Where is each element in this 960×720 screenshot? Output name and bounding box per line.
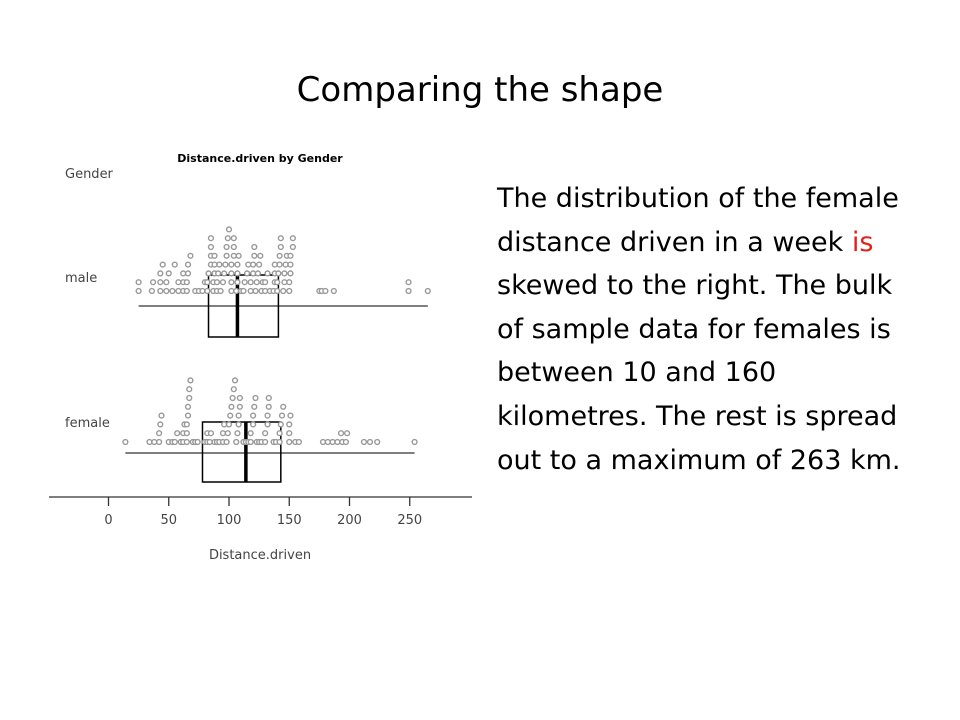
data-dot [181,271,186,276]
data-dot [235,431,240,436]
data-dot [186,413,191,418]
paragraph-text-before: The distribution of the female distance driven in a week [497,183,899,258]
data-dot [281,289,286,294]
group-label-male: male [65,271,98,286]
data-dot [230,396,235,401]
paragraph-text-after: skewed to the right. The bulk of sample data for females is between 10 and 160 kilometres. The rest is spread out to a maximum of 263 km. [497,270,901,476]
x-tick-label: 200 [337,513,362,528]
data-dot [186,271,191,276]
data-dot [275,280,280,285]
data-dot [224,440,229,445]
data-dot [216,271,221,276]
x-axis-label: Distance.driven [208,548,312,563]
data-dot [235,280,240,285]
data-dot [166,271,171,276]
data-dot [157,440,162,445]
data-dot [221,280,226,285]
data-dot [176,280,181,285]
data-dot [221,431,226,436]
data-dot [256,271,261,276]
data-dot [222,422,227,427]
data-dot [283,262,288,267]
data-dot [252,245,257,250]
data-dot [224,245,229,250]
data-dot [282,271,287,276]
data-dot [223,262,228,267]
data-dot [265,422,270,427]
data-dot [258,253,263,258]
data-dot [277,253,282,258]
chart-marks [49,227,472,528]
data-dot [406,289,411,294]
data-dot [323,289,328,294]
data-dot [368,440,373,445]
data-dot [218,289,223,294]
data-dot [157,431,162,436]
data-dot [237,404,242,409]
data-dot [277,262,282,267]
data-dot [266,396,271,401]
data-dot [123,440,128,445]
data-dot [229,280,234,285]
data-dot [287,431,292,436]
data-dot [276,271,281,276]
data-dot [147,440,152,445]
data-dot [229,262,234,267]
data-dot [248,431,253,436]
data-dot [187,396,192,401]
data-dot [136,280,141,285]
data-dot [288,413,293,418]
data-dot [252,404,257,409]
data-dot [251,413,256,418]
chart-title: Distance.driven by Gender [177,152,343,165]
data-dot [248,280,253,285]
data-dot [248,289,253,294]
data-dot [263,431,268,436]
data-dot [151,280,156,285]
data-dot [188,378,193,383]
data-dot [217,262,222,267]
data-dot [246,262,251,267]
data-dot [172,440,177,445]
x-tick-label: 0 [104,513,113,528]
data-dot [248,440,253,445]
data-dot [184,289,189,294]
data-dot [251,262,256,267]
data-dot [412,440,417,445]
data-dot [224,253,229,258]
data-dot [235,271,240,276]
data-dot [237,396,242,401]
data-dot [158,289,163,294]
data-dot [231,236,236,241]
slide-title: Comparing the shape [296,70,664,110]
data-dot [176,289,181,294]
data-dot [241,289,246,294]
data-dot [277,440,282,445]
data-dot [172,262,177,267]
data-dot [184,431,189,436]
data-dot [266,404,271,409]
x-tick-label: 50 [160,513,178,528]
data-dot [158,271,163,276]
data-dot [164,289,169,294]
data-dot [272,262,277,267]
data-dot [362,440,367,445]
data-dot [290,236,295,241]
data-dot [212,262,217,267]
data-dot [251,271,256,276]
data-dot [278,422,283,427]
data-dot [231,253,236,258]
data-dot [234,440,239,445]
x-tick-label: 100 [216,513,242,528]
data-dot [222,271,227,276]
box-iqr [202,422,280,482]
data-dot [287,280,292,285]
data-dot [205,289,210,294]
data-dot [406,280,411,285]
body-paragraph [497,177,917,482]
data-dot [288,262,293,267]
data-dot [321,440,326,445]
data-dot [206,271,211,276]
data-dot [236,422,241,427]
data-dot [288,271,293,276]
data-dot [280,413,285,418]
data-dot [345,431,350,436]
data-dot [263,280,268,285]
x-tick-label: 250 [397,513,423,528]
data-dot [236,253,241,258]
data-dot [209,431,214,436]
data-dot [296,440,301,445]
data-dot [231,387,236,392]
data-dot [253,289,258,294]
data-dot [335,440,340,445]
x-tick-label: 150 [276,513,302,528]
data-dot [225,236,230,241]
data-dot [184,280,189,285]
data-dot [265,271,270,276]
data-dot [252,253,257,258]
data-dot [263,289,268,294]
data-dot [186,262,191,267]
data-dot [188,253,193,258]
data-dot [425,289,430,294]
data-dot [212,253,217,258]
data-dot [159,413,164,418]
data-dot [330,440,335,445]
paragraph-highlight: is [851,226,874,258]
data-dot [186,404,191,409]
data-dot [209,236,214,241]
data-dot [242,280,247,285]
data-dot [251,422,256,427]
data-dot [205,280,210,285]
data-dot [236,413,241,418]
data-dot [231,245,236,250]
data-dot [287,422,292,427]
data-dot [339,431,344,436]
data-dot [164,280,169,285]
group-label-female: female [65,416,110,431]
data-dot [278,245,283,250]
data-dot [195,440,200,445]
data-dot [275,289,280,294]
data-dot [234,289,239,294]
data-dot [149,289,154,294]
data-dot [233,378,238,383]
data-dot [235,262,240,267]
data-dot [207,440,212,445]
data-dot [225,431,230,436]
data-dot [287,289,292,294]
data-dot [200,289,205,294]
data-dot [229,404,234,409]
data-dot [229,289,234,294]
data-dot [245,271,250,276]
data-dot [343,440,348,445]
group-axis-label: Gender [65,167,113,182]
data-dot [152,440,157,445]
data-dot [184,422,189,427]
data-dot [331,289,336,294]
dot-box-chart [40,140,480,580]
data-dot [277,431,282,436]
data-dot [290,245,295,250]
data-dot [215,280,220,285]
data-dot [263,440,268,445]
data-dot [254,280,259,285]
data-dot [278,236,283,241]
data-dot [187,387,192,392]
data-dot [209,245,214,250]
data-dot [227,227,232,232]
data-dot [288,253,293,258]
data-dot [170,289,175,294]
data-dot [158,280,163,285]
data-dot [136,289,141,294]
data-dot [160,262,165,267]
data-dot [253,396,258,401]
data-dot [229,271,234,276]
data-dot [175,431,180,436]
data-dot [265,413,270,418]
data-dot [282,280,287,285]
data-dot [158,422,163,427]
data-dot [228,413,233,418]
data-dot [281,404,286,409]
data-dot [227,422,232,427]
data-dot [257,262,262,267]
data-dot [184,440,189,445]
data-dot [287,440,292,445]
data-dot [375,440,380,445]
data-dot [325,440,330,445]
